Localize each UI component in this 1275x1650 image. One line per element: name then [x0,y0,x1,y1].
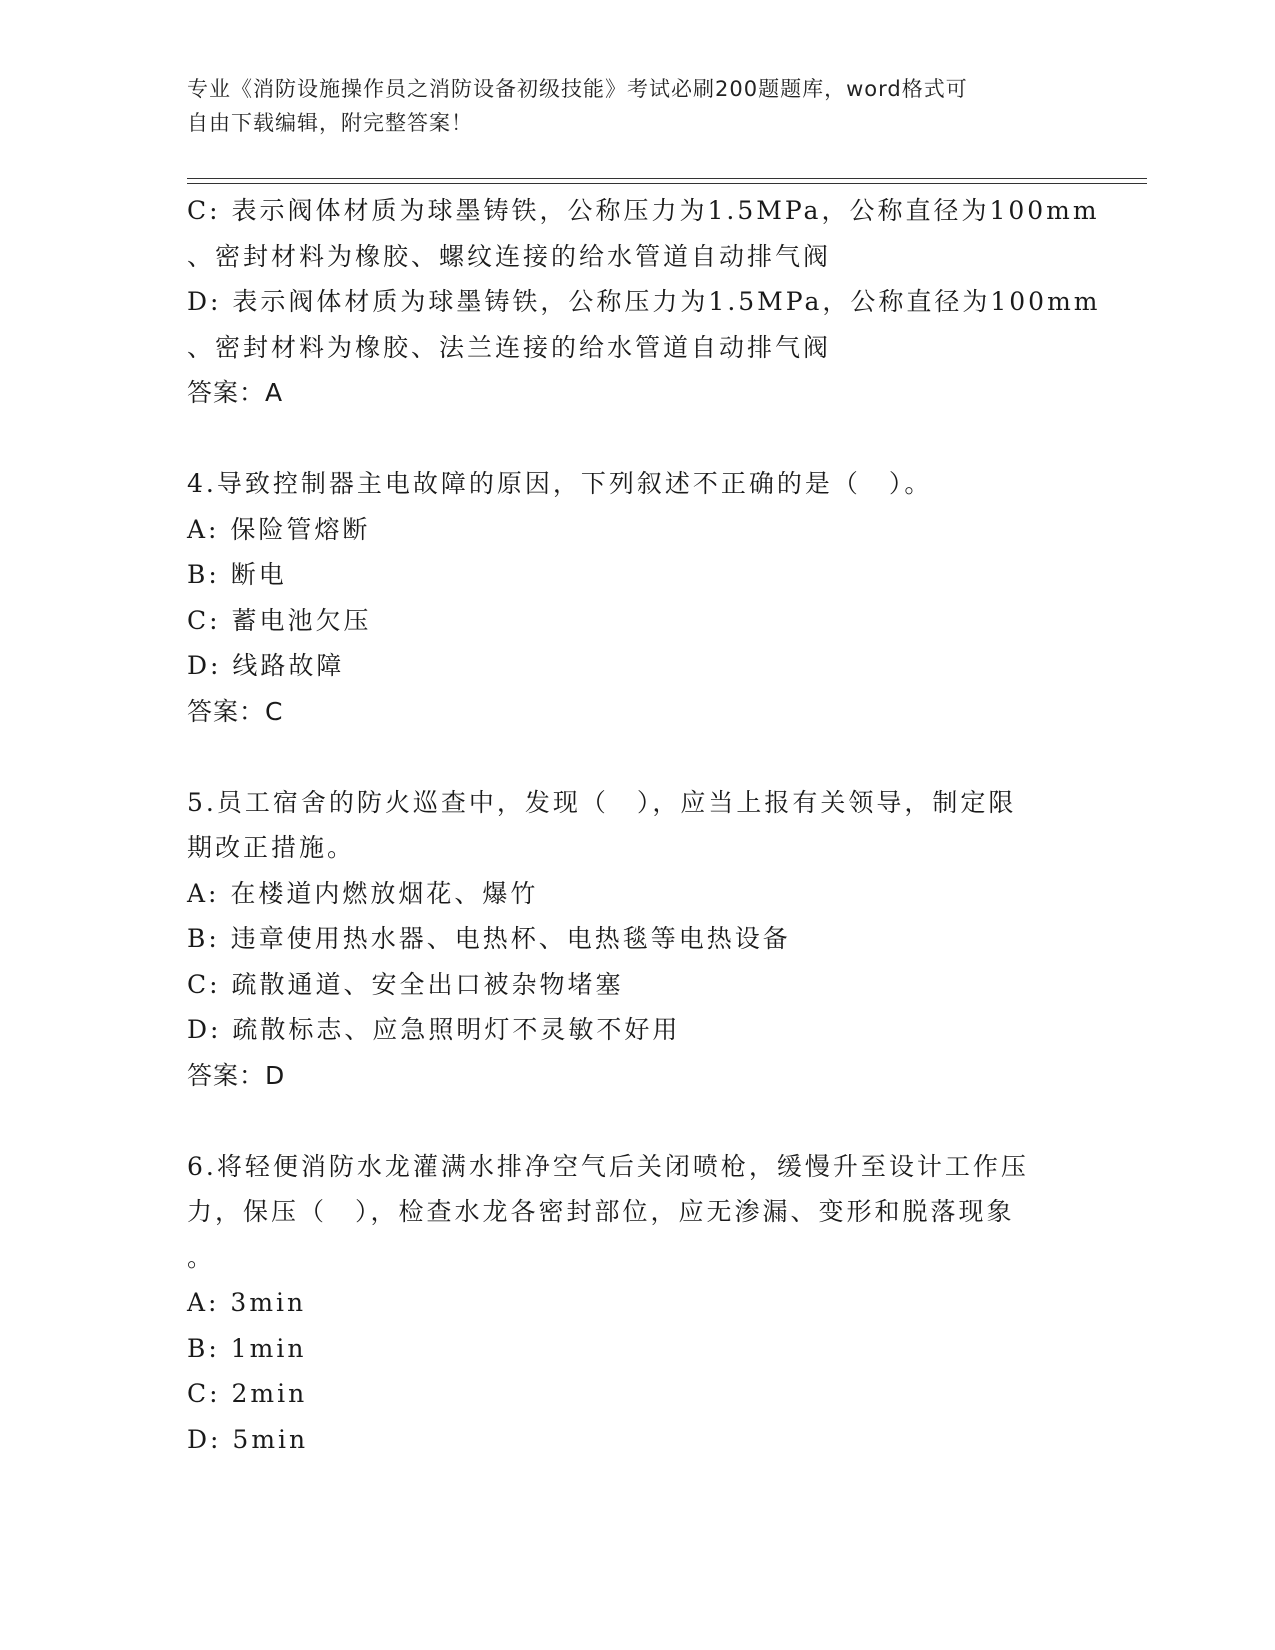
question-stem: 4.导致控制器主电故障的原因，下列叙述不正确的是（ ）。 [187,469,933,498]
option-c-line-1: C: 表示阀体材质为球墨铸铁，公称压力为1.5MPa，公称直径为100mm [187,196,1100,225]
option-a: A: 在楼道内燃放烟花、爆竹 [187,878,539,908]
spacer [187,416,1087,462]
option-a: A: 保险管熔断 [187,514,371,544]
document-header [187,72,1067,140]
option-d-line-2: 、密封材料为橡胶、法兰连接的给水管道自动排气阀 [187,332,832,362]
option-b: B: 违章使用热水器、电热杯、电热毯等电热设备 [187,924,791,953]
answer: 答案：D [187,1060,286,1090]
option-d: D: 疏散标志、应急照明灯不灵敏不好用 [187,1015,681,1044]
option-c: C: 疏散通道、安全出口被杂物堵塞 [187,969,624,999]
spacer [187,734,1087,780]
answer: 答案：C [187,696,284,726]
answer: 答案：A [187,378,284,407]
option-d-line-1: D: 表示阀体材质为球墨铸铁，公称压力为1.5MPa，公称直径为100mm [187,287,1101,316]
option-d: D: 线路故障 [187,651,345,680]
spacer [187,1098,1087,1144]
question-6 [187,1144,1087,1463]
question-stem-line-1: 5.员工宿舍的防火巡查中，发现（ ），应当上报有关领导，制定限 [187,787,1017,817]
header-divider-top [187,178,1147,179]
question-stem-line-2: 期改正措施。 [187,833,356,862]
option-c: C: 2min [187,1379,308,1408]
option-b: B: 断电 [187,560,287,589]
header-line-2: 自由下载编辑，附完整答案！ [187,111,473,135]
option-a: A: 3min [187,1288,307,1317]
question-stem-line-1: 6.将轻便消防水龙灌满水排净空气后关闭喷枪，缓慢升至设计工作压 [187,1151,1029,1181]
document-body [187,188,1101,1462]
option-c: C: 蓄电池欠压 [187,605,372,635]
question-stem-line-2: 力，保压（ ），检查水龙各密封部位，应无渗漏、变形和脱落现象 [187,1197,1015,1226]
option-c-line-2: 、密封材料为橡胶、螺纹连接的给水管道自动排气阀 [187,241,832,271]
question-4 [187,461,1087,734]
question-3-tail [187,188,1101,416]
question-5 [187,780,1087,1099]
option-d: D: 5min [187,1424,309,1454]
header-line-1: 专业《消防设施操作员之消防设备初级技能》考试必刷200题题库，word格式可 [187,77,968,101]
header-divider-bottom [187,183,1147,184]
option-b: B: 1min [187,1333,307,1363]
question-stem-line-3: 。 [187,1242,216,1272]
